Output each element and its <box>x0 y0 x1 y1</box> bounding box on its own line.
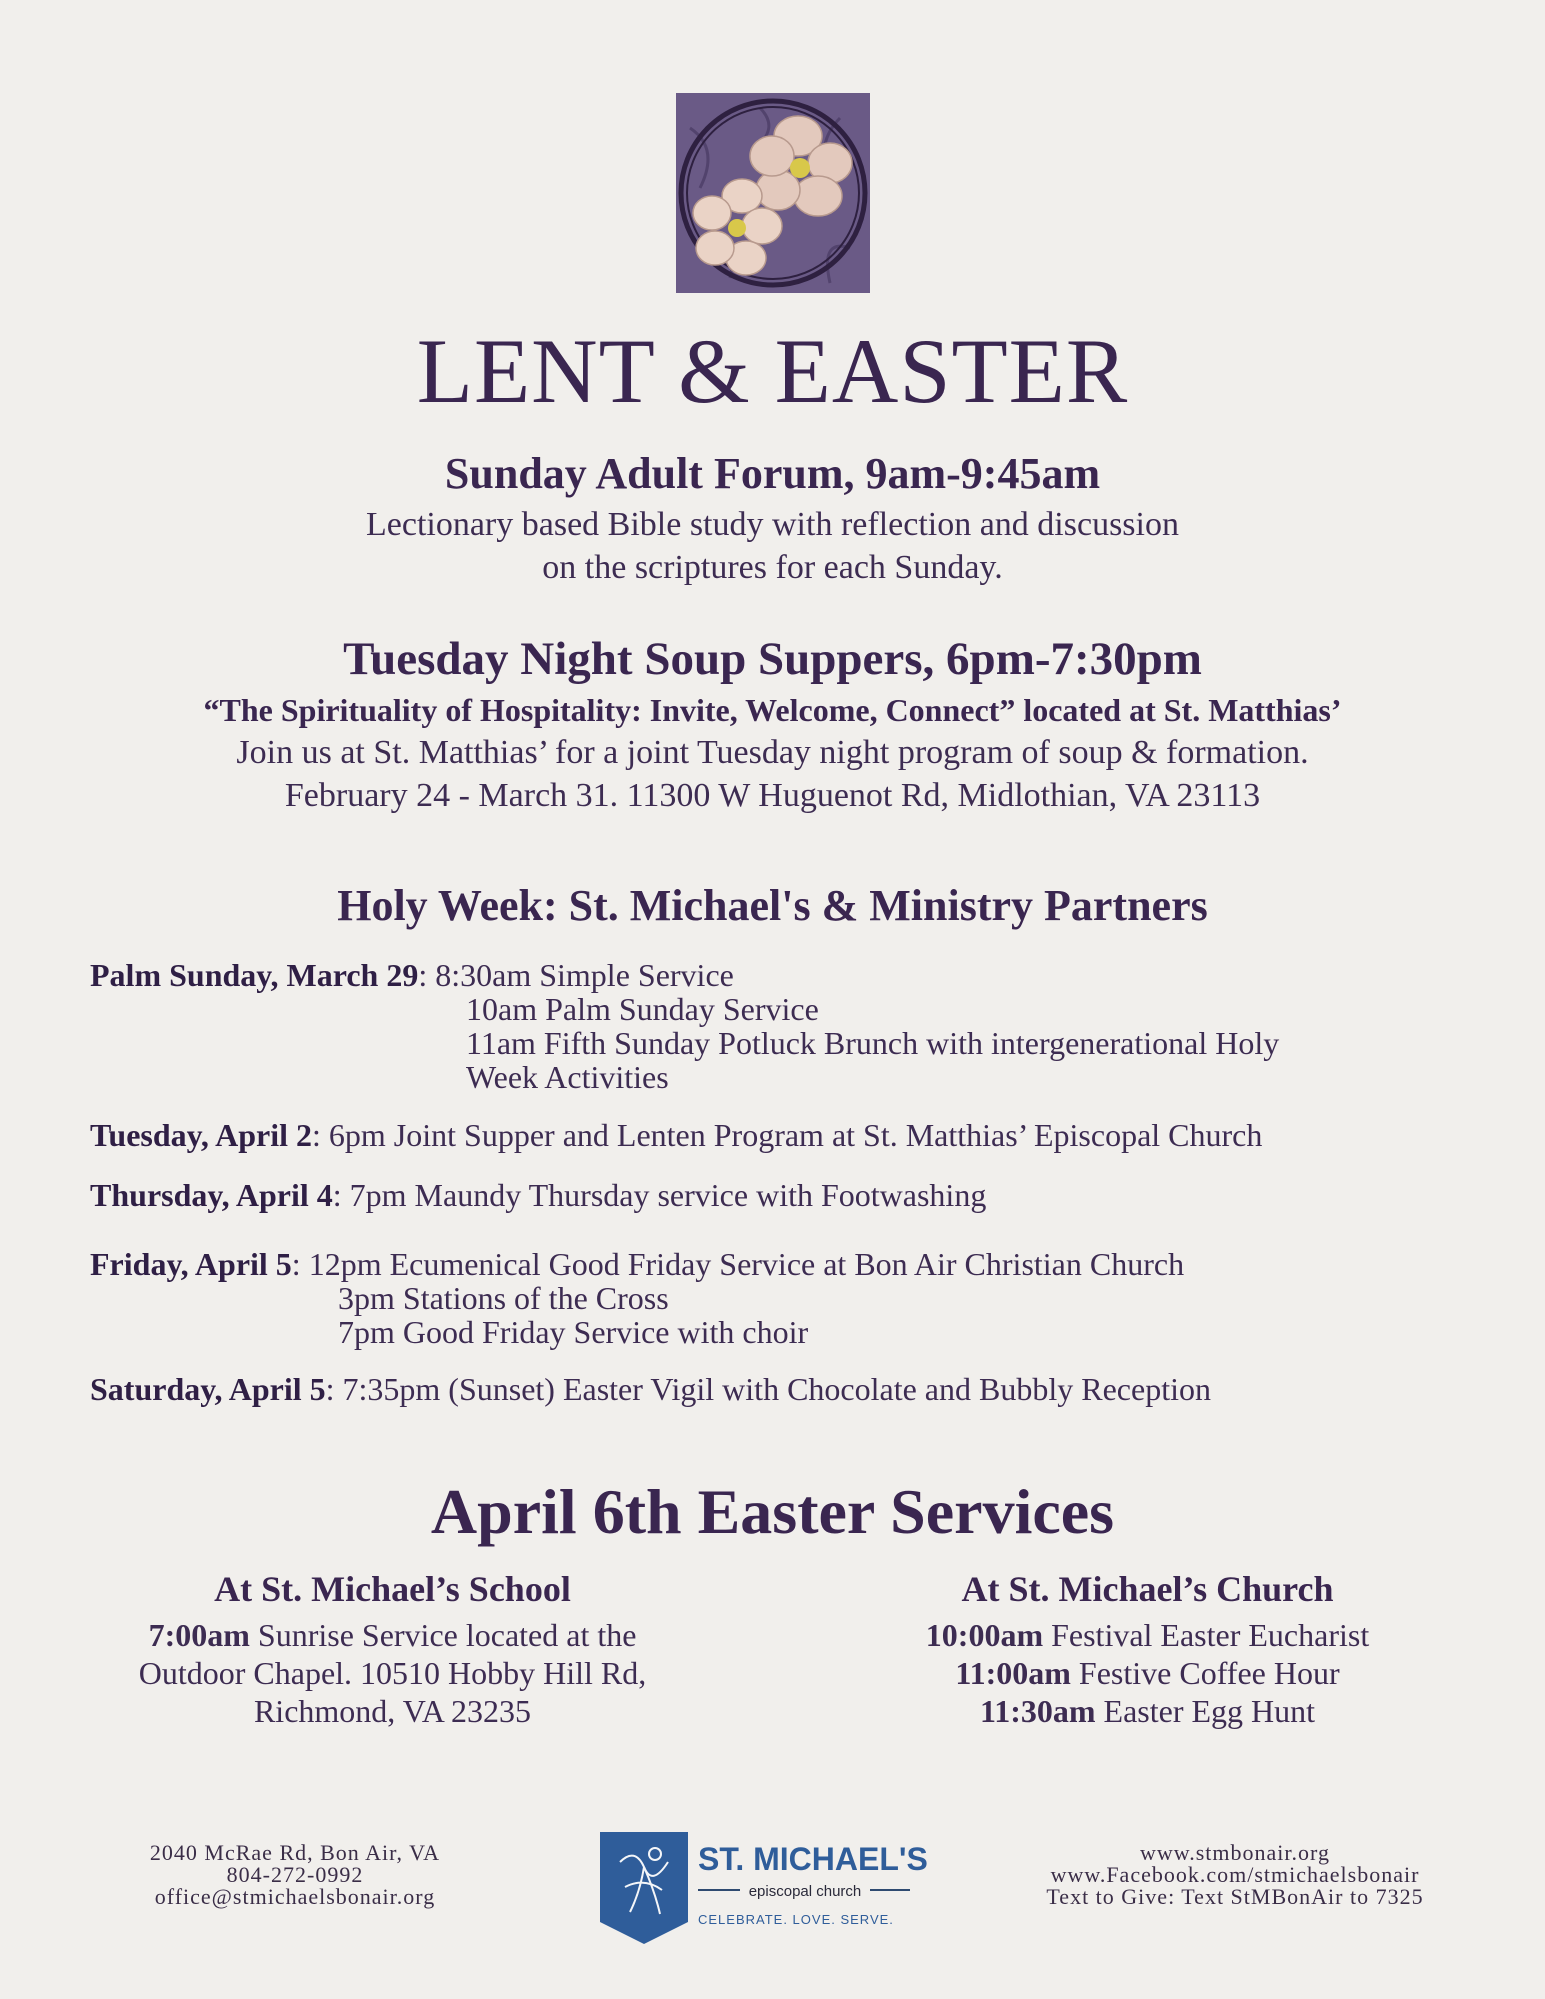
thursday-row <box>90 1178 986 1212</box>
palm-sunday-row <box>90 958 734 992</box>
page-title: LENT & EASTER <box>416 320 1129 422</box>
brand-name: ST. MICHAEL'S <box>698 1841 928 1877</box>
church-time-2: 11:00am <box>955 1655 1071 1691</box>
church-time-1: 10:00am <box>925 1617 1044 1653</box>
church-column <box>800 1568 1495 1730</box>
church-time-3: 11:30am <box>979 1693 1096 1729</box>
church-heading: At St. Michael’s Church <box>961 1569 1334 1609</box>
saturday-day: Saturday, April 5 <box>90 1371 326 1407</box>
footer-links <box>985 1842 1485 1908</box>
palm-sunday-line-4: Week Activities <box>466 1059 669 1095</box>
friday-first: : 12pm Ecumenical Good Friday Service at Bon Air Christian Church <box>291 1246 1185 1282</box>
brand-tagline: CELEBRATE. LOVE. SERVE. <box>698 1912 894 1927</box>
footer-contact <box>80 1842 510 1908</box>
palm-sunday-more <box>466 992 1279 1094</box>
school-line-1: Sunrise Service located at the <box>249 1617 637 1653</box>
friday-line-2: 3pm Stations of the Cross <box>338 1280 669 1316</box>
soup-section <box>0 632 1545 817</box>
friday-row <box>90 1247 1184 1281</box>
forum-line-1: Lectionary based Bible study with reflection and discussion <box>366 506 1179 543</box>
saturday-row <box>90 1372 1211 1406</box>
friday-line-3: 7pm Good Friday Service with choir <box>338 1314 809 1350</box>
lent-logo <box>0 88 1545 303</box>
church-item-3: Easter Egg Hunt <box>1095 1693 1316 1729</box>
friday-day: Friday, April 5 <box>90 1246 292 1282</box>
footer-website[interactable]: www.stmbonair.org <box>1140 1840 1330 1865</box>
brand-sub: episcopal church <box>748 1883 862 1900</box>
thursday-text: : 7pm Maundy Thursday service with Footwashing <box>332 1177 987 1213</box>
palm-sunday-line-2: 10am Palm Sunday Service <box>466 991 819 1027</box>
footer-email[interactable]: office@stmichaelsbonair.org <box>154 1884 436 1909</box>
soup-line-2: February 24 - March 31. 11300 W Huguenot Rd, Midlothian, VA 23113 <box>284 777 1261 814</box>
church-item-2: Festive Coffee Hour <box>1070 1655 1340 1691</box>
thursday-day: Thursday, April 4 <box>90 1177 333 1213</box>
friday-more <box>338 1281 808 1349</box>
brand-logo <box>600 1832 960 1947</box>
palm-sunday-day: Palm Sunday, March 29 <box>90 957 419 993</box>
school-heading: At St. Michael’s School <box>214 1569 571 1609</box>
footer-facebook[interactable]: www.Facebook.com/stmichaelsbonair <box>1050 1862 1420 1887</box>
church-item-1: Festival Easter Eucharist <box>1043 1617 1370 1653</box>
soup-heading: Tuesday Night Soup Suppers, 6pm-7:30pm <box>343 633 1202 685</box>
soup-subheading: “The Spirituality of Hospitality: Invite, Welcome, Connect” located at St. Matthias’ <box>203 692 1342 728</box>
school-line-2: Outdoor Chapel. 10510 Hobby Hill Rd, <box>138 1655 647 1691</box>
school-time: 7:00am <box>148 1617 250 1653</box>
forum-section <box>0 448 1545 589</box>
palm-sunday-line-3: 11am Fifth Sunday Potluck Brunch with intergenerational Holy <box>466 1025 1280 1061</box>
holy-week-heading: Holy Week: St. Michael's & Ministry Partners <box>337 881 1208 930</box>
forum-line-2: on the scriptures for each Sunday. <box>542 549 1003 586</box>
easter-heading: April 6th Easter Services <box>430 1476 1115 1547</box>
tuesday-row <box>90 1118 1262 1152</box>
palm-sunday-first: : 8:30am Simple Service <box>418 957 734 993</box>
soup-line-1: Join us at St. Matthias’ for a joint Tuesday night program of soup & formation. <box>236 734 1309 771</box>
school-column <box>60 1568 725 1730</box>
tuesday-day: Tuesday, April 2 <box>90 1117 313 1153</box>
flower-icon <box>660 88 885 298</box>
school-line-3: Richmond, VA 23235 <box>253 1693 532 1729</box>
tuesday-text: : 6pm Joint Supper and Lenten Program at St. Matthias’ Episcopal Church <box>312 1117 1263 1153</box>
saturday-text: : 7:35pm (Sunset) Easter Vigil with Chocolate and Bubbly Reception <box>325 1371 1211 1407</box>
footer-address: 2040 McRae Rd, Bon Air, VA <box>149 1840 441 1865</box>
footer-give: Text to Give: Text StMBonAir to 7325 <box>1046 1884 1424 1909</box>
shield-icon <box>600 1832 688 1944</box>
forum-heading: Sunday Adult Forum, 9am-9:45am <box>444 449 1101 498</box>
footer-phone: 804-272-0992 <box>226 1862 364 1887</box>
